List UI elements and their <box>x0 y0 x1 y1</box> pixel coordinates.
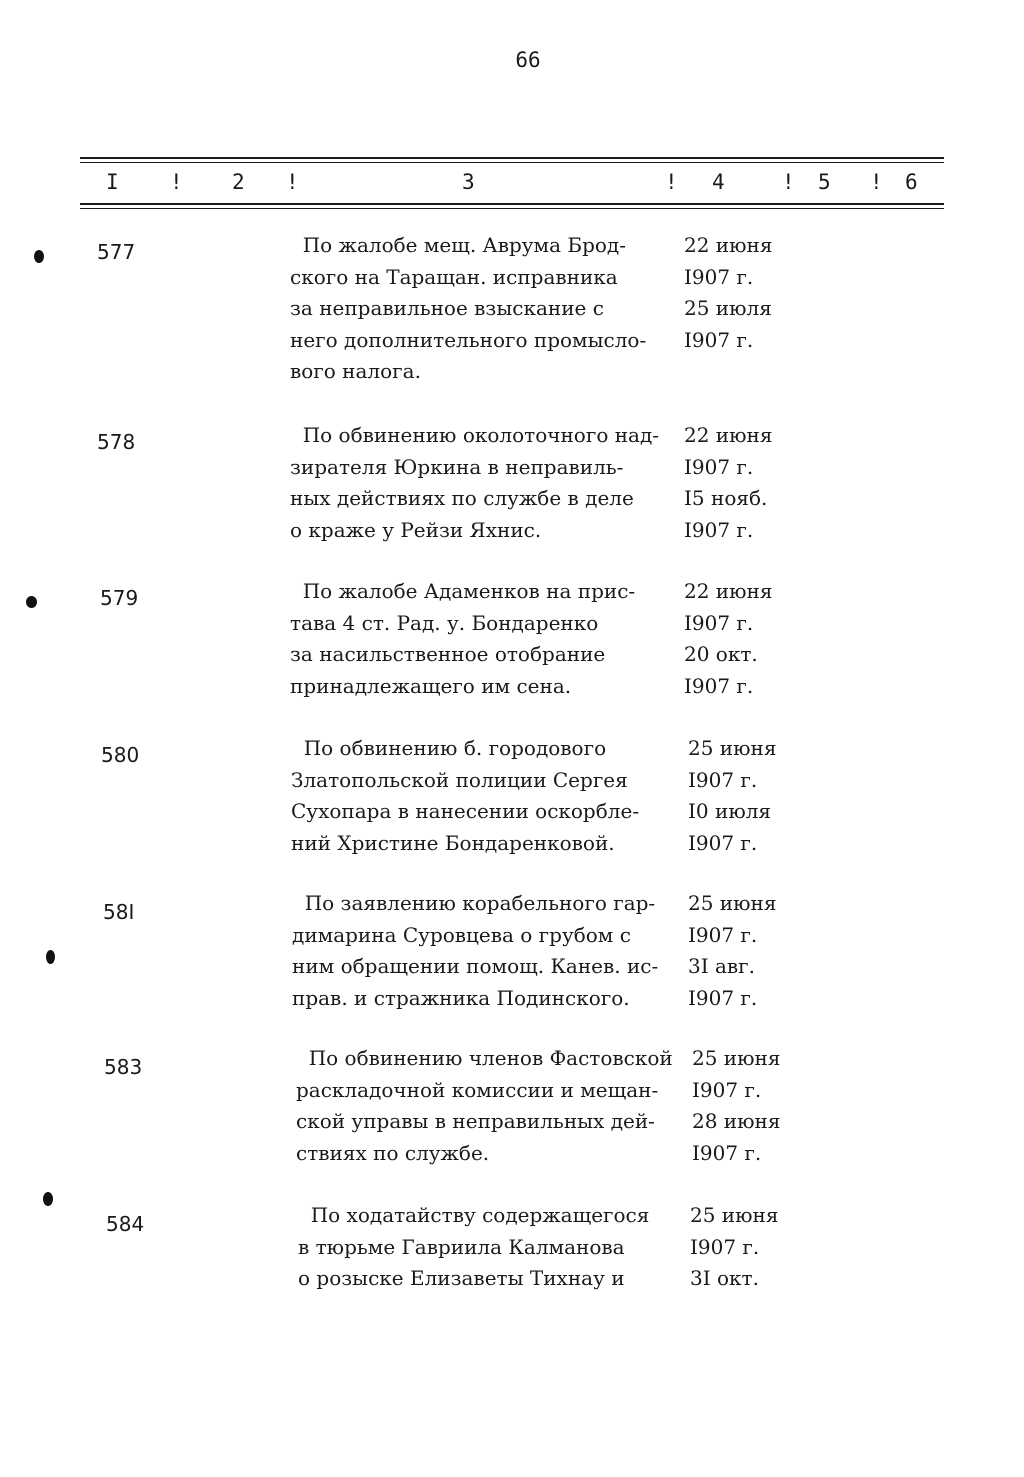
header-col-2: 2 <box>232 170 245 194</box>
record-dates: 22 июня I907 г. 25 июля I907 г. <box>684 233 773 352</box>
header-rule-top-thin <box>80 162 944 163</box>
header-col-1: I <box>106 170 119 194</box>
record-number: 584 <box>106 1212 145 1236</box>
page-number: 66 <box>515 48 541 72</box>
punch-hole-mark <box>26 596 37 608</box>
punch-hole-mark <box>34 250 44 263</box>
record-description: По ходатайству содержащегося в тюрьме Гавриила Калманова о розыске Елизаветы Тихнау и <box>298 1203 650 1290</box>
record-dates: 25 июня I907 г. 3I окт. <box>690 1203 779 1290</box>
header-col-5: 5 <box>818 170 831 194</box>
record-number: 58I <box>103 900 135 924</box>
record-number: 580 <box>101 743 140 767</box>
header-rule-bottom-thin <box>80 208 944 209</box>
header-col-4: 4 <box>712 170 725 194</box>
record-number: 579 <box>100 586 139 610</box>
header-separator: ! <box>286 170 299 194</box>
header-rule-top <box>80 157 944 159</box>
record-description: По заявлению корабельного гар- димарина Суровцева о грубом с ним обращении помощ. Канев. ис- прав. и стражника Подинского. <box>292 891 659 1010</box>
record-number: 578 <box>97 430 136 454</box>
record-dates: 25 июня I907 г. 28 июня I907 г. <box>692 1046 781 1165</box>
record-description: По жалобе Адаменков на прис- тава 4 ст. Рад. у. Бондаренко за насильственное отобрание принадлежащего им сена. <box>290 579 636 698</box>
record-number: 583 <box>104 1055 143 1079</box>
record-description: По обвинению околоточного над- зирателя Юркина в неправиль- ных действиях по службе в деле о краже у Рейзи Яхнис. <box>290 423 660 542</box>
header-rule-bottom <box>80 203 944 205</box>
header-separator: ! <box>870 170 883 194</box>
record-dates: 25 июня I907 г. I0 июля I907 г. <box>688 736 777 855</box>
record-dates: 22 июня I907 г. 20 окт. I907 г. <box>684 579 773 698</box>
record-dates: 25 июня I907 г. 3I авг. I907 г. <box>688 891 777 1010</box>
header-separator: ! <box>170 170 183 194</box>
header-col-6: 6 <box>905 170 918 194</box>
record-description: По обвинению членов Фастовской раскладочной комиссии и мещан- ской управы в неправильных дей- ствиях по службе. <box>296 1046 673 1165</box>
punch-hole-mark <box>43 1192 53 1206</box>
header-col-3: 3 <box>462 170 475 194</box>
header-separator: ! <box>782 170 795 194</box>
record-number: 577 <box>97 240 136 264</box>
record-description: По жалобе мещ. Аврума Брод- ского на Таращан. исправника за неправильное взыскание с него дополнительного промысло- вого налога. <box>290 233 647 383</box>
record-dates: 22 июня I907 г. I5 нояб. I907 г. <box>684 423 773 542</box>
record-description: По обвинению б. городового Златопольской полиции Сергея Сухопара в нанесении оскорбле- ний Христине Бондаренковой. <box>291 736 640 855</box>
punch-hole-mark <box>46 950 55 964</box>
header-separator: ! <box>665 170 678 194</box>
